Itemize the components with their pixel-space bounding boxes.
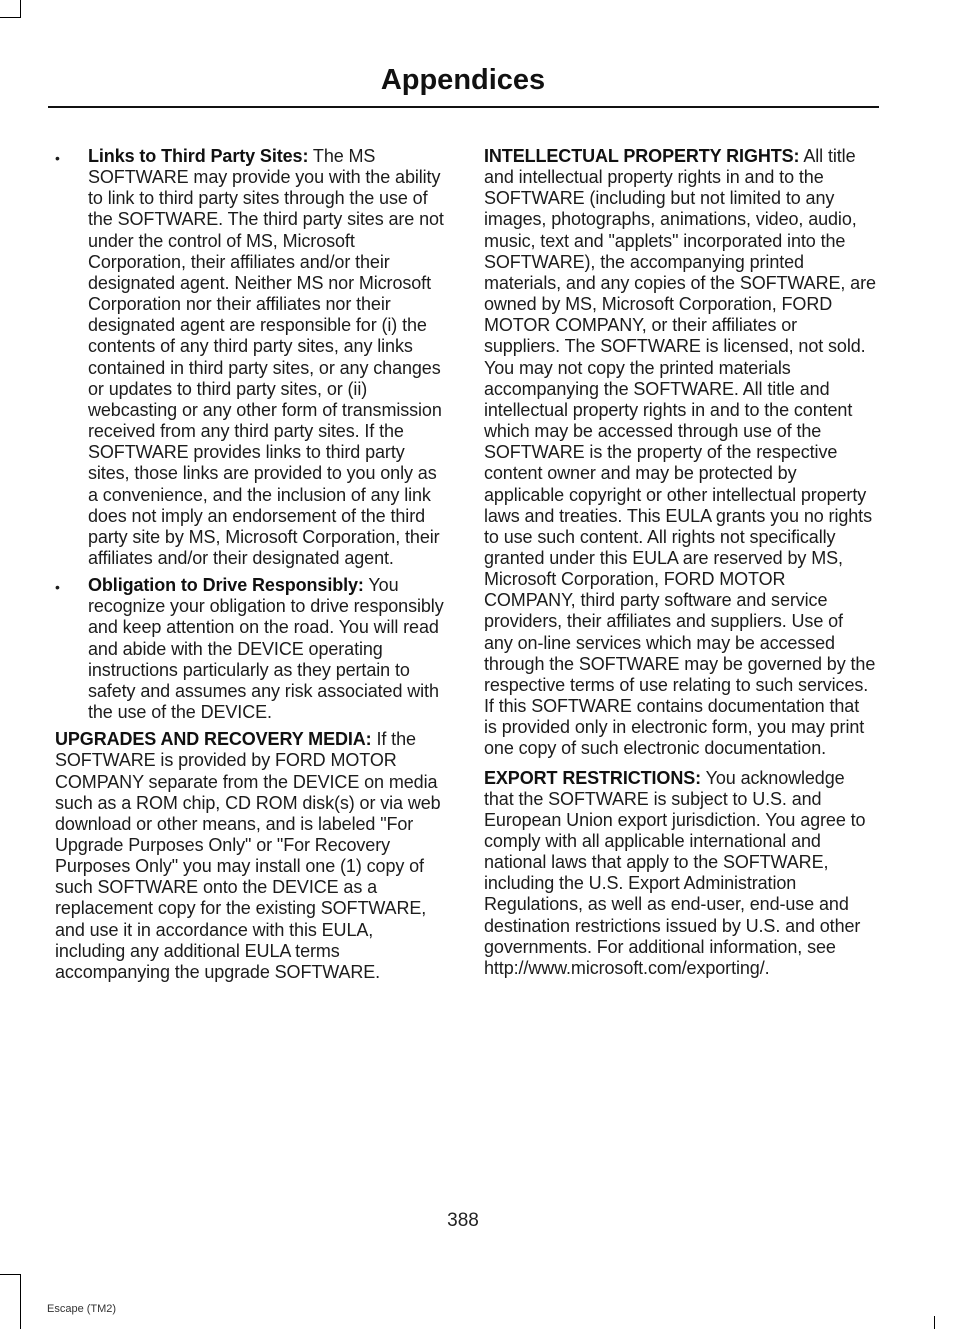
list-item: [55, 146, 447, 569]
left-column: [55, 146, 447, 991]
section-heading: EXPORT RESTRICTIONS:: [484, 767, 702, 788]
crop-mark-top-left-v: [20, 0, 21, 18]
section-heading: INTELLECTUAL PROPERTY RIGHTS:: [484, 146, 800, 166]
page-number: 388: [447, 1210, 479, 1231]
crop-mark-bottom-right-v: [934, 1316, 935, 1329]
section-text: You acknowledge that the SOFTWARE is subject to U.S. and European Union export jurisdiction. You agree to comply with all applicable international and national laws that apply to the SOFTWARE, including the U.S. Export Administration Regulations, as well as end-user, end-use and destination restrictions issued by U.S. and other governments. For additional information, see http://www.microsoft.com/exporting/.: [484, 767, 866, 978]
bullet-heading: Obligation to Drive Responsibly:: [88, 575, 364, 596]
section-upgrades: [55, 729, 447, 983]
section-text: If the SOFTWARE is provided by FORD MOTOR COMPANY separate from the DEVICE on media such as a ROM chip, CD ROM disk(s) or via web download or other means, and is labeled "For Upgrade Purposes Only" or "For Recovery Purposes Only" you may install one (1) copy of such SOFTWARE onto the DEVICE as a replacement copy for the existing SOFTWARE, and use it in accordance with this EULA, including any additional EULA terms accompanying the upgrade SOFTWARE.: [55, 729, 441, 982]
bullet-heading: Links to Third Party Sites:: [88, 146, 309, 166]
bullet-marker: •: [55, 150, 60, 166]
footer-model-label: Escape (TM2): [47, 1303, 117, 1315]
page-title: Appendices: [380, 64, 546, 96]
section-export-restrictions: [484, 768, 876, 980]
section-text: All title and intellectual property rights in and to the SOFTWARE (including but not limited to any images, photographs, animations, video, audio, music, text and "applets" incorporated into the SOFTWARE), the accompanying printed materials, and any copies of the SOFTWARE, are owned by MS, Microsoft Corporation, FORD MOTOR COMPANY, or their affiliates or suppliers. The SOFTWARE is licensed, not sold. You may not copy the printed materials accompanying the SOFTWARE. All title and intellectual property rights in and to the content which may be accessed through use of the SOFTWARE is the property of the respective content owner and may be protected by applicable copyright or other intellectual property laws and treaties. This EULA grants you no rights to use such content. All rights not specifically granted under this EULA are reserved by MS, Microsoft Corporation, FORD MOTOR COMPANY, third party software and service providers, their affiliates and suppliers. Use of any on-line services which may be accessed through the SOFTWARE may be governed by the respective terms of use relating to such services. If this SOFTWARE contains documentation that is provided only in electronic form, you may print one copy of such electronic documentation.: [484, 146, 876, 759]
bullet-text: You recognize your obligation to drive responsibly and keep attention on the road. You will read and abide with the DEVICE operating instructions particularly as they pertain to safety and assumes any risk associated with the use of the DEVICE.: [88, 575, 444, 723]
title-rule: [48, 106, 879, 108]
crop-mark-top-left-h: [0, 17, 20, 18]
crop-mark-bottom-left-h: [0, 1274, 20, 1275]
crop-mark-bottom-left-v: [20, 1274, 21, 1329]
list-item: [55, 575, 447, 723]
right-column: [484, 146, 876, 987]
bullet-marker: •: [55, 579, 60, 596]
section-intellectual-property: [484, 146, 876, 760]
section-heading: UPGRADES AND RECOVERY MEDIA:: [55, 729, 372, 750]
bullet-text: The MS SOFTWARE may provide you with the ability to link to third party sites through the use of the SOFTWARE. The third party sites are not under the control of MS, Microsoft Corporation, their affiliates and/or their designated agent. Neither MS nor Microsoft Corporation nor their affiliates nor their designated agent are responsible for (i) the contents of any third party sites, any links contained in third party sites, or any changes or updates to third party sites, or (ii) webcasting or any other form of transmission received from any third party sites. If the SOFTWARE provides links to third party sites, those links are provided to you only as a convenience, and the inclusion of any link does not imply an endorsement of the third party site by MS, Microsoft Corporation, their affiliates and/or their designated agent.: [88, 146, 444, 568]
